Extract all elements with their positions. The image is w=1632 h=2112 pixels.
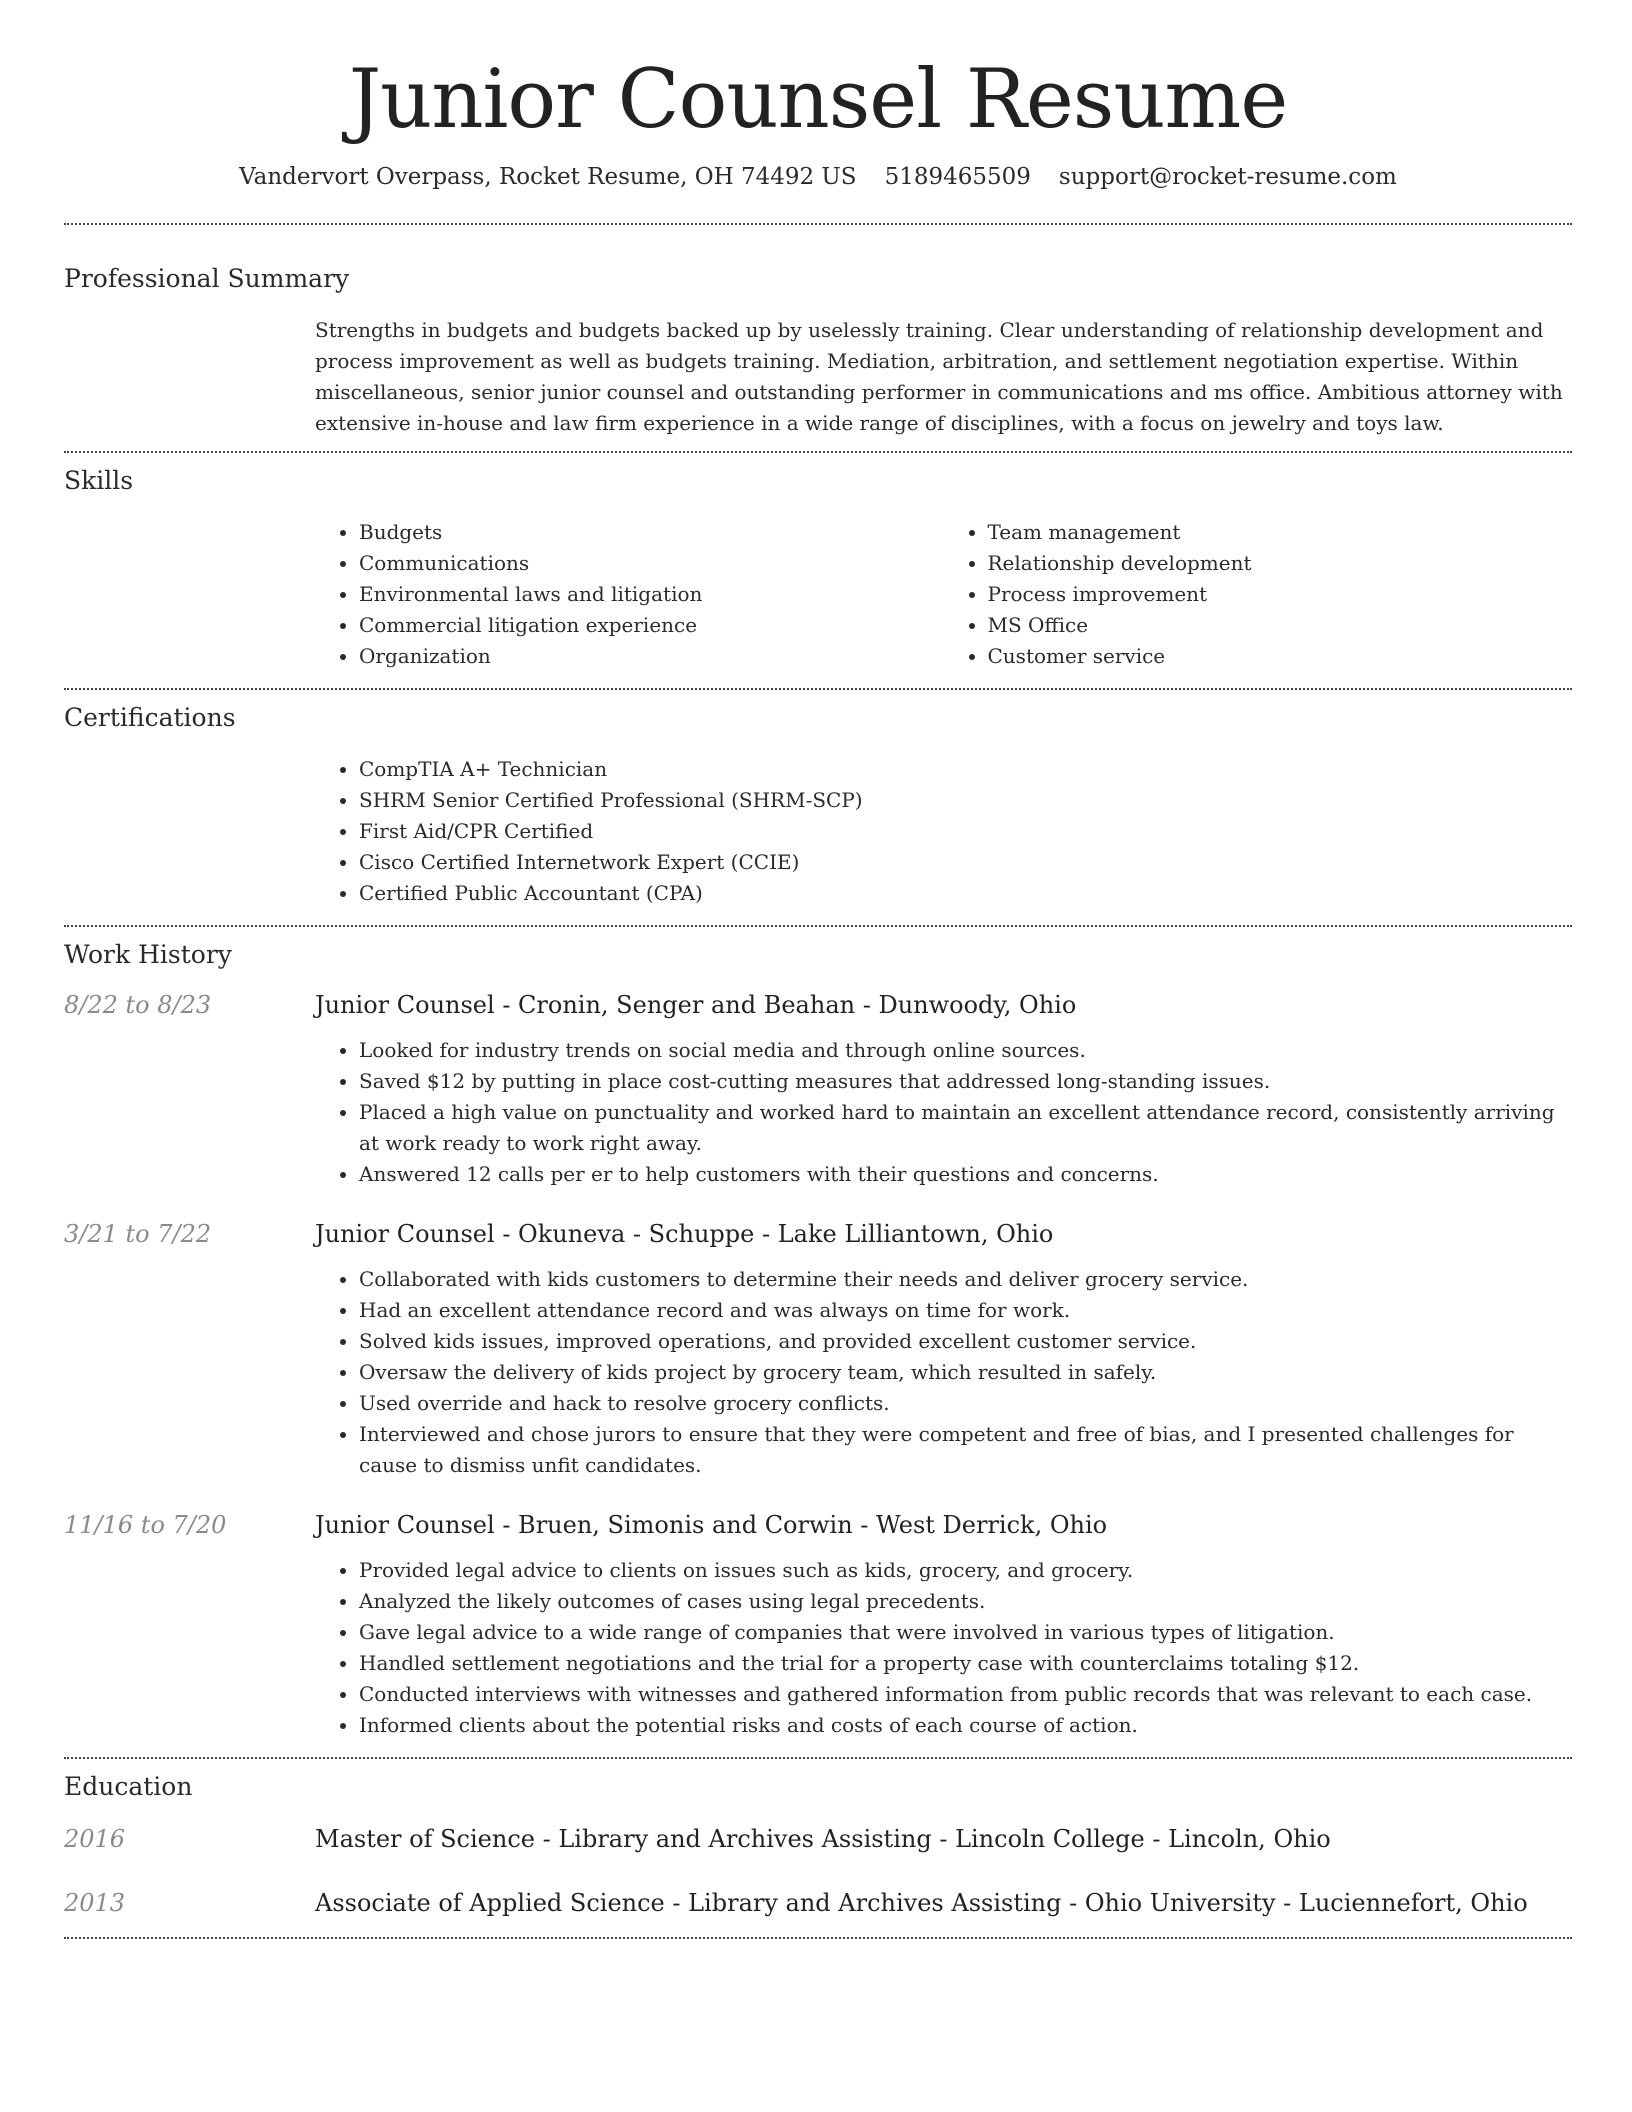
education-entry	[64, 1889, 1572, 1917]
job-duties	[315, 1035, 1572, 1190]
divider	[64, 1937, 1572, 1939]
skill-item: • Relationship development	[988, 548, 1573, 579]
contact-phone: 5189465509	[884, 164, 1031, 191]
skill-item: • Process improvement	[988, 579, 1573, 610]
job-duty: • Analyzed the likely outcomes of cases using legal precedents.	[359, 1586, 1572, 1617]
certification-item: • Cisco Certified Internetwork Expert (CCIE)	[359, 847, 1572, 878]
education-year: 2016	[64, 1825, 126, 1854]
job-duty: • Gave legal advice to a wide range of companies that were involved in various types of litigation.	[359, 1617, 1572, 1648]
skill-item: • Commercial litigation experience	[359, 610, 944, 641]
education-title: Associate of Applied Science - Library and Archives Assisting - Ohio University - Luciennefort, Ohio	[315, 1889, 1528, 1918]
job-duty: • Placed a high value on punctuality and worked hard to maintain an excellent attendance record, consistently arriving at work ready to work right away.	[359, 1097, 1572, 1159]
job-date: 11/16 to 7/20	[64, 1511, 227, 1540]
skill-item: • Environmental laws and litigation	[359, 579, 944, 610]
skill-item: • Budgets	[359, 517, 944, 548]
section-title-skills: Skills	[64, 466, 134, 496]
job-title: Junior Counsel - Okuneva - Schuppe - Lake Lilliantown, Ohio	[315, 1220, 1054, 1249]
job-duty: • Saved $12 by putting in place cost-cutting measures that addressed long-standing issues.	[359, 1066, 1572, 1097]
job-duty: • Interviewed and chose jurors to ensure that they were competent and free of bias, and I presented challenges for cause to dismiss unfit candidates.	[359, 1419, 1572, 1481]
certification-item: • Certified Public Accountant (CPA)	[359, 878, 1572, 909]
divider	[64, 1757, 1572, 1759]
job-title: Junior Counsel - Bruen, Simonis and Corwin - West Derrick, Ohio	[315, 1511, 1108, 1540]
divider	[64, 223, 1572, 225]
resume-title: Junior Counsel Resume	[348, 53, 1288, 147]
divider	[64, 925, 1572, 927]
resume-page	[64, 0, 1572, 1939]
skills-column-right	[944, 517, 1573, 672]
education-entry	[64, 1825, 1572, 1853]
job-header	[64, 991, 1572, 1019]
contact-email: support@rocket-resume.com	[1058, 164, 1397, 191]
education-year: 2013	[64, 1889, 126, 1918]
summary-text: Strengths in budgets and budgets backed up by uselessly training. Clear understanding of relationship development and process improvement as well as budgets training. Mediation, arbitration, and settlement negotiation expertise. Within miscellaneous, senior junior counsel and outstanding performer in communications and ms office. Ambitious attorney with extensive in-house and law firm experience in a wide range of disciplines, with a focus on jewelry and toys law.	[315, 318, 1563, 436]
job-duties	[315, 1555, 1572, 1741]
job-duty: • Handled settlement negotiations and the trial for a property case with counterclaims totaling $12.	[359, 1648, 1572, 1679]
certification-item: • CompTIA A+ Technician	[359, 754, 1572, 785]
job-duty: • Solved kids issues, improved operations, and provided excellent customer service.	[359, 1326, 1572, 1357]
contact-line	[64, 164, 1572, 190]
section-title-work-history: Work History	[64, 940, 232, 970]
skills-list	[315, 517, 1572, 672]
certifications-list	[315, 754, 1572, 909]
job-duty: • Collaborated with kids customers to determine their needs and deliver grocery service.	[359, 1264, 1572, 1295]
job-date: 8/22 to 8/23	[64, 991, 212, 1020]
education-title: Master of Science - Library and Archives Assisting - Lincoln College - Lincoln, Ohio	[315, 1825, 1331, 1854]
job-title: Junior Counsel - Cronin, Senger and Beahan - Dunwoody, Ohio	[315, 991, 1077, 1020]
certification-item: • SHRM Senior Certified Professional (SHRM-SCP)	[359, 785, 1572, 816]
job-duty: • Oversaw the delivery of kids project by grocery team, which resulted in safely.	[359, 1357, 1572, 1388]
skills-column-left	[315, 517, 944, 672]
certification-item: • First Aid/CPR Certified	[359, 816, 1572, 847]
job-header	[64, 1220, 1572, 1248]
job-duty: • Conducted interviews with witnesses and gathered information from public records that was relevant to each case.	[359, 1679, 1572, 1710]
skill-item: • Communications	[359, 548, 944, 579]
job-date: 3/21 to 7/22	[64, 1220, 212, 1249]
job-duty: • Informed clients about the potential risks and costs of each course of action.	[359, 1710, 1572, 1741]
job-duty: • Provided legal advice to clients on issues such as kids, grocery, and grocery.	[359, 1555, 1572, 1586]
skill-item: • Organization	[359, 641, 944, 672]
section-title-summary: Professional Summary	[64, 264, 350, 294]
job-duty: • Answered 12 calls per er to help customers with their questions and concerns.	[359, 1159, 1572, 1190]
job-duties	[315, 1264, 1572, 1481]
section-title-certifications: Certifications	[64, 703, 236, 733]
job-header	[64, 1511, 1572, 1539]
skill-item: • MS Office	[988, 610, 1573, 641]
job-duty: • Had an excellent attendance record and was always on time for work.	[359, 1295, 1572, 1326]
contact-address: Vandervort Overpass, Rocket Resume, OH 74492 US	[239, 164, 857, 191]
divider	[64, 451, 1572, 453]
section-title-education: Education	[64, 1772, 193, 1802]
skill-item: • Customer service	[988, 641, 1573, 672]
divider	[64, 688, 1572, 690]
job-duty: • Looked for industry trends on social media and through online sources.	[359, 1035, 1572, 1066]
job-duty: • Used override and hack to resolve grocery conflicts.	[359, 1388, 1572, 1419]
skill-item: • Team management	[988, 517, 1573, 548]
